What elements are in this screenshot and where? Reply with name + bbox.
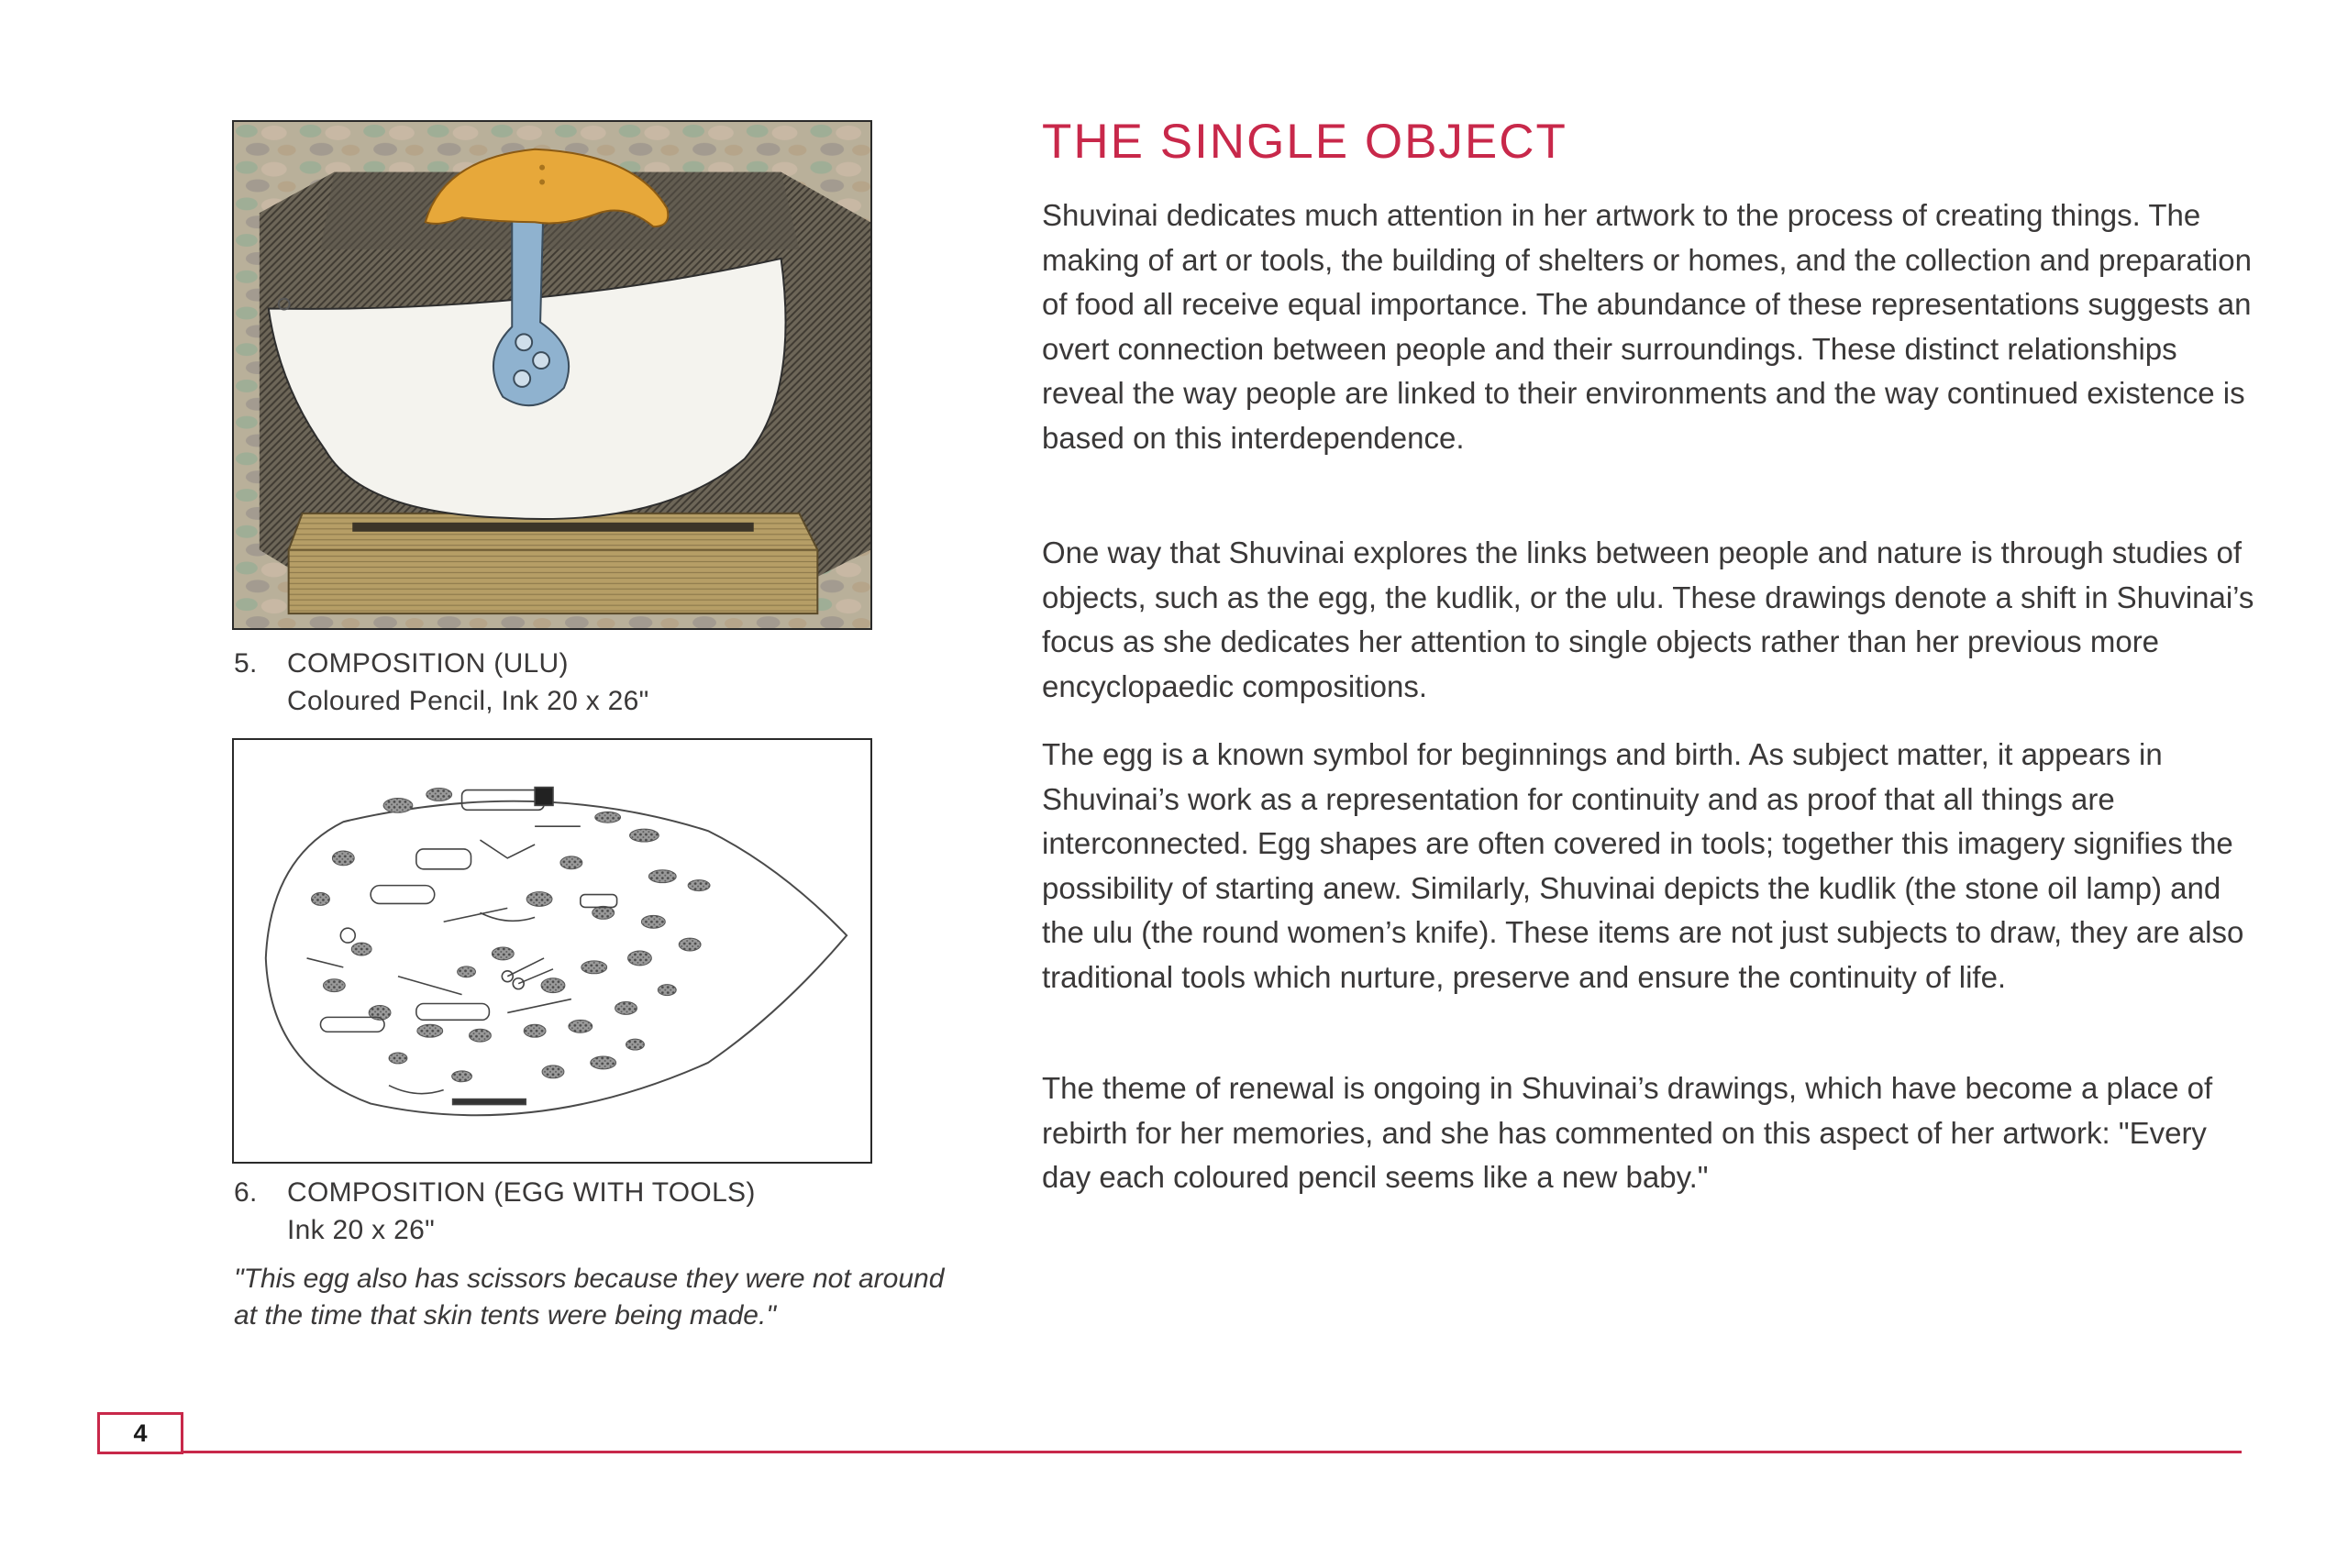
- figure-6-quote: "This egg also has scissors because they were not around at the time that skin tents were being made.": [234, 1264, 945, 1331]
- body-paragraph-2: One way that Shuvinai explores the links between people and nature is through studies of objects, such as the egg, the kudlik, or the ulu. These drawings denote a shift in Shuvinai’s focus as she dedicates her attention to single objects rather than her previous more encyclopaedic compositions.: [1042, 536, 2254, 703]
- figure-6-caption: [234, 1174, 756, 1249]
- body-paragraph-1: Shuvinai dedicates much attention in her artwork to the process of creating things. The making of art or tools, the building of shelters or homes, and the collection and preparation of food all receive equal importance. The abundance of these representations suggests an overt connection between people and their surroundings. These distinct relationships reveal the way people are linked to their environments and the way continued existence is based on this interdependence.: [1042, 198, 2252, 455]
- footer-rule: [182, 1451, 2242, 1453]
- figure-5-number: 5.: [234, 648, 258, 679]
- body-paragraph-3: The egg is a known symbol for beginnings and birth. As subject matter, it appears in Shuvinai’s work as a representation for continuity and as proof that all things are interconnected. Egg shapes are often covered in tools; together this imagery signifies the possibility of starting anew. Similarly, Shuvinai depicts the kudlik (the stone oil lamp) and the ulu (the round women’s knife). These items are not just subjects to draw, they are also traditional tools which nurture, preserve and ensure the continuity of life.: [1042, 737, 2244, 994]
- figure-5-caption: [234, 645, 649, 720]
- section-heading: THE SINGLE OBJECT: [1042, 115, 1567, 169]
- page-number: 4: [97, 1412, 183, 1454]
- figure-5-title: COMPOSITION (ULU): [287, 648, 569, 679]
- body-paragraph-4: The theme of renewal is ongoing in Shuvinai’s drawings, which have become a place of rebirth for her memories, and she has commented on this aspect of her artwork: "Every day each coloured pencil seems like a new baby.": [1042, 1071, 2213, 1195]
- egg-illustration: [234, 740, 870, 1162]
- figure-6-medium: Ink 20 x 26": [287, 1215, 436, 1245]
- figure-egg-drawing: [232, 738, 872, 1164]
- figure-5-medium: Coloured Pencil, Ink 20 x 26": [287, 686, 649, 716]
- figure-ulu-drawing: [232, 120, 872, 630]
- figure-6-title: COMPOSITION (EGG WITH TOOLS): [287, 1177, 756, 1208]
- figure-6-number: 6.: [234, 1177, 258, 1208]
- ulu-illustration: [234, 122, 870, 628]
